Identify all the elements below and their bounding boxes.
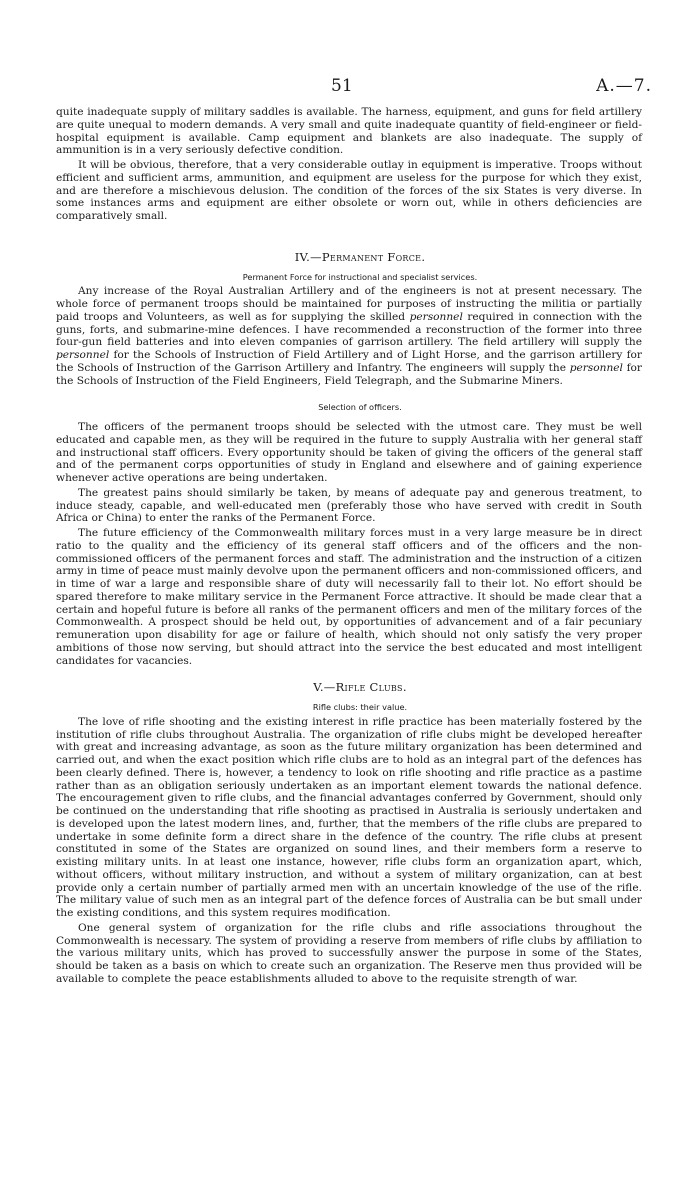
subheading-permanent-force: Permanent Force for instructional and specialist services. (242, 271, 478, 282)
document-body (56, 106, 642, 988)
section-heading-rifle-clubs: V.—Rifle Clubs. (313, 680, 407, 695)
permanent-force-paragraph (56, 285, 642, 387)
subheading-selection-of-officers: Selection of officers. (318, 402, 402, 413)
page-number: 51 (331, 76, 353, 96)
intro-paragraph-1: quite inadequate supply of military saddles is available. The harness, equipment, and guns for field artillery are quite unequal to modern demands. A very small and quite inadequate quantity of field-engineer or field-hospital equipment is available. Camp equipment and blankets are also inadequate. The supply of ammunition is in a very seriously defective condition. (56, 106, 642, 157)
selection-paragraph-2: The greatest pains should similarly be taken, by means of adequate pay and generous treatment, to induce steady, capable, and well-educated men (preferably those who have served with credit in South Africa or China) to enter the ranks of the Permanent Force. (56, 486, 642, 525)
page-header (0, 76, 700, 102)
pf-personnel-1: personnel (409, 310, 463, 323)
pf-personnel-3: personnel (569, 361, 623, 374)
section-heading-permanent-force: IV.—Permanent Force. (294, 249, 426, 264)
pf-personnel-2: personnel (56, 349, 110, 361)
subheading-rifle-clubs: Rifle clubs: their value. (312, 702, 408, 712)
rifle-clubs-paragraph-1: The love of rifle shooting and the existing interest in rifle practice has been materially fostered by the institution of rifle clubs throughout Australia. The organization of rifle clubs might be developed hereafter with great and increasing advantage, as soon as the future military organization has been determined and carried out, and when the exact position which rifle clubs are to hold as an integral part of the defences has been clearly defined. There is, however, a tendency to look on rifle shooting and rifle practice as a pastime rather than as an obligation seriously undertaken as an important element towards the national defence. The encouragement given to rifle clubs, and the financial advantages conferred by Government, should only be continued on the understanding that rifle shooting as practised in Australia is seriously undertaken and is developed upon the latest modern lines, and, further, that the members of the rifle clubs are prepared to undertake in some definite form a direct share in the defence of the country. The rifle clubs at present constituted in some of the States are organized on sound lines, and their members form a reserve to existing military units. In at least one instance, however, rifle clubs form an organization apart, which, without officers, without military instruction, and without a system of military organization, can at best provide only a certain number of partially armed men with an uncertain knowledge of the use of the rifle. The military value of such men as an integral part of the defence forces of Australia can be but small under the existing conditions, and this system requires modification. (56, 715, 642, 919)
intro-paragraph-2: It will be obvious, therefore, that a very considerable outlay in equipment is imperative. Troops without efficient and sufficient arms, ammunition, and equipment are useless for the purpose for which they exist, and are therefore a mischievous delusion. The condition of the forces of the six States is very diverse. In some instances arms and equipment are either obsolete or worn out, while in others deficiencies are comparatively small. (56, 159, 642, 222)
pf-text-c: for the Schools of Instruction of Field Artillery and of Light Horse, and the garrison artillery for the Schools of Instruction of the Garrison Artillery and Infantry. The engineers will supply the (56, 349, 642, 374)
pf-text-b: required in connection with the guns, forts, and submarine-mine defences. I have recommended a reconstruction of the former into three four-gun field batteries and into eleven companies of garrison artillery. The field artillery will supply the (56, 310, 642, 349)
pf-text-d: for the Schools of Instruction of the Field Engineers, Field Telegraph, and the Submarine Miners. (56, 361, 642, 387)
pf-text-a: Any increase of the Royal Australian Artillery and of the engineers is not at present necessary. The whole force of permanent troops should be maintained for purposes of instructing the militia or partially paid troops and Volunteers, as well as for supplying the skilled (56, 285, 642, 323)
rifle-clubs-paragraph-2: One general system of organization for the rifle clubs and rifle associations throughout the Commonwealth is necessary. The system of providing a reserve from members of rifle clubs by affiliation to the various military units, which has proved to successfully answer the purpose in some of the States, should be taken as a basis on which to create such an organization. The Reserve men thus provided will be available to complete the peace establishments alluded to above to the requisite strength of war. (56, 921, 642, 985)
selection-paragraph-1: The officers of the permanent troops should be selected with the utmost care. They must be well educated and capable men, as they will be required in the future to supply Australia with her general staff and instructional staff officers. Every opportunity should be taken of giving the officers of the general staff and of the permanent corps opportunities of study in England and elsewhere and of gaining experience whenever active operations are being undertaken. (56, 421, 642, 484)
selection-paragraph-3: The future efficiency of the Commonwealth military forces must in a very large measure be in direct ratio to the quality and the efficiency of its general staff officers and of the officers and the non-commissioned officers of the permanent forces and staff. The administration and the instruction of a citizen army in time of peace must mainly devolve upon the permanent officers and non-commissioned officers, and in time of war a large and responsible share of duty will necessarily fall to their lot. No effort should be spared therefore to make military service in the Permanent Force attractive. It should be made clear that a certain and hopeful future is before all ranks of the permanent officers and men of the military forces of the Commonwealth. A prospect should be held out, by opportunities of advancement and of a fair pecuniary remuneration upon disability for age or failure of health, which should not only satisfy the very proper ambitions of those now serving, but should attract into the service the best educated and most intelligent candidates for vacancies. (56, 527, 642, 667)
document-code: A.—7. (596, 76, 652, 96)
